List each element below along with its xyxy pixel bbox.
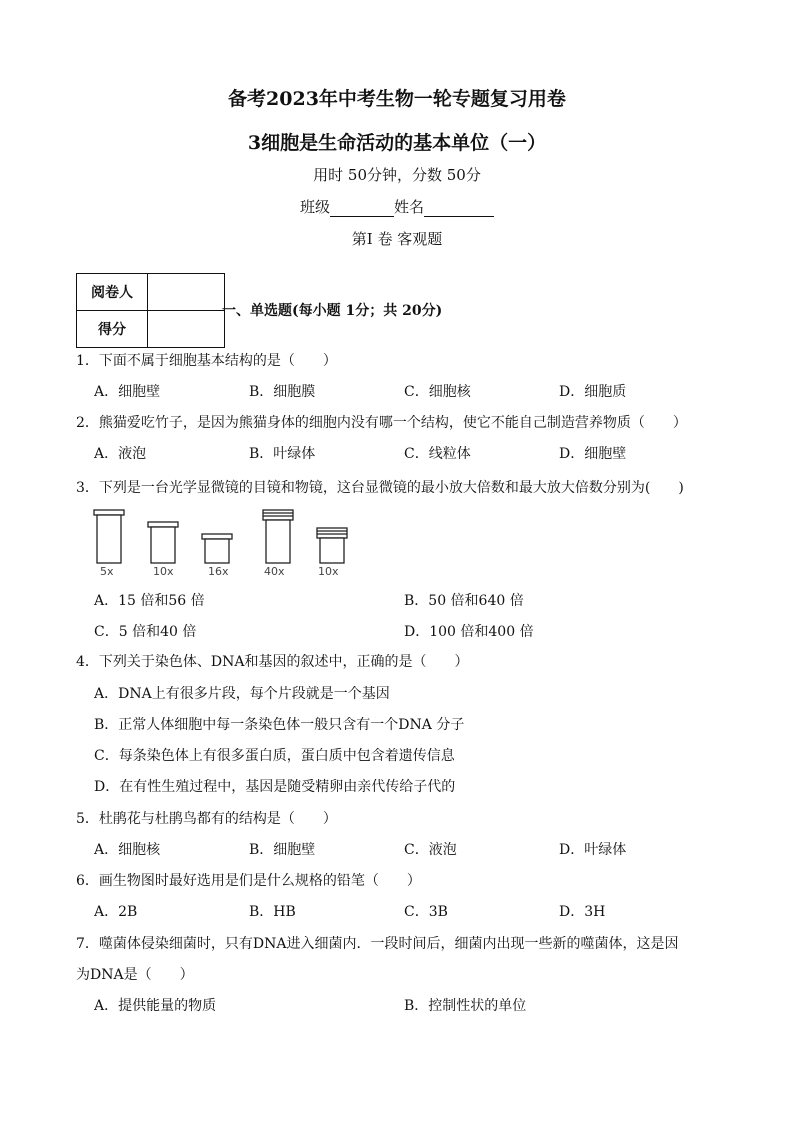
paper-title: 备考2023年中考生物一轮专题复习用卷: [228, 88, 566, 110]
question-1-stem: 1．下面不属于细胞基本结构的是（ ）: [76, 353, 337, 369]
q3-option-b[interactable]: B．50 倍和640 倍: [404, 593, 524, 609]
time-info: 用时 50分钟，分数 50分: [313, 166, 481, 184]
q1-option-c[interactable]: C．细胞核: [404, 384, 471, 400]
lens-label: 16x: [208, 565, 229, 578]
score-cell[interactable]: [148, 311, 225, 348]
q1-option-a[interactable]: A．细胞壁: [94, 384, 161, 400]
volume-label: 第Ⅰ 卷 客观题: [351, 230, 443, 248]
class-blank[interactable]: [330, 202, 394, 217]
lens-label: 10x: [318, 565, 339, 578]
reviewer-cell[interactable]: [148, 274, 225, 311]
q6-option-c[interactable]: C．3B: [404, 904, 448, 920]
q1-option-b[interactable]: B．细胞膜: [249, 384, 316, 400]
q2-option-b[interactable]: B．叶绿体: [249, 446, 316, 462]
q6-option-a[interactable]: A．2B: [94, 904, 138, 920]
question-5-stem: 5．杜鹃花与杜鹃鸟都有的结构是（ ）: [76, 811, 337, 827]
eyepiece-5x-icon: [94, 510, 124, 515]
score-label: 得分: [77, 311, 148, 348]
q5-option-b[interactable]: B．细胞壁: [249, 842, 316, 858]
lens-label: 5x: [100, 565, 114, 578]
q5-option-d[interactable]: D．叶绿体: [559, 842, 627, 858]
q7-option-a[interactable]: A．提供能量的物质: [94, 998, 217, 1014]
q4-option-a[interactable]: A．DNA上有很多片段，每个片段就是一个基因: [94, 686, 390, 702]
q2-option-d[interactable]: D．细胞壁: [559, 446, 627, 462]
question-7-stem-cont: 为DNA是（ ）: [76, 967, 194, 983]
q7-option-b[interactable]: B．控制性状的单位: [404, 998, 527, 1014]
section-title: 一、单选题(每小题 1分；共 20分): [222, 303, 443, 319]
score-table: [76, 273, 225, 348]
q1-option-d[interactable]: D．细胞质: [559, 384, 627, 400]
question-3-stem: 3．下列是一台光学显微镜的目镜和物镜，这台显微镜的最小放大倍数和最大放大倍数分别为( ): [76, 480, 684, 496]
q3-option-d[interactable]: D．100 倍和400 倍: [404, 624, 534, 640]
q2-option-c[interactable]: C．线粒体: [404, 446, 471, 462]
q4-option-b[interactable]: B．正常人体细胞中每一条染色体一般只含有一个DNA 分子: [94, 717, 465, 733]
question-4-stem: 4．下列关于染色体、DNA和基因的叙述中，正确的是（ ）: [76, 654, 469, 670]
question-2-stem: 2．熊猫爱吃竹子，是因为熊猫身体的细胞内没有哪一个结构，使它不能自己制造营养物质（ ）: [76, 415, 687, 431]
name-blank[interactable]: [424, 202, 494, 217]
objective-40x-icon: [263, 510, 293, 520]
lens-label: 40x: [264, 565, 285, 578]
q3-option-c[interactable]: C．5 倍和40 倍: [94, 624, 197, 640]
lens-label: 10x: [153, 565, 174, 578]
q3-option-a[interactable]: A．15 倍和56 倍: [94, 593, 205, 609]
eyepiece-10x-icon: [148, 522, 178, 527]
question-6-stem: 6．画生物图时最好选用是们是什么规格的铅笔（ ）: [76, 873, 421, 889]
reviewer-label: 阅卷人: [77, 274, 148, 311]
q4-option-c[interactable]: C．每条染色体上有很多蛋白质，蛋白质中包含着遗传信息: [94, 748, 455, 764]
class-label: 班级: [299, 198, 330, 216]
student-info-line: [0, 196, 794, 217]
name-label: 姓名: [394, 198, 425, 216]
objective-10x-icon: [317, 528, 347, 538]
eyepiece-16x-icon: [202, 534, 232, 539]
q4-option-d[interactable]: D．在有性生殖过程中，基因是随受精卵由亲代传给子代的: [94, 779, 456, 795]
q6-option-d[interactable]: D．3H: [559, 904, 606, 920]
paper-subtitle: 3细胞是生命活动的基本单位（一）: [247, 132, 547, 154]
q5-option-c[interactable]: C．液泡: [404, 842, 457, 858]
question-7-stem: 7．噬菌体侵染细菌时，只有DNA进入细菌内．一段时间后，细菌内出现一些新的噬菌体，这是因: [76, 936, 679, 952]
q6-option-b[interactable]: B．HB: [249, 904, 296, 920]
q5-option-a[interactable]: A．细胞核: [94, 842, 161, 858]
q2-option-a[interactable]: A．液泡: [94, 446, 147, 462]
